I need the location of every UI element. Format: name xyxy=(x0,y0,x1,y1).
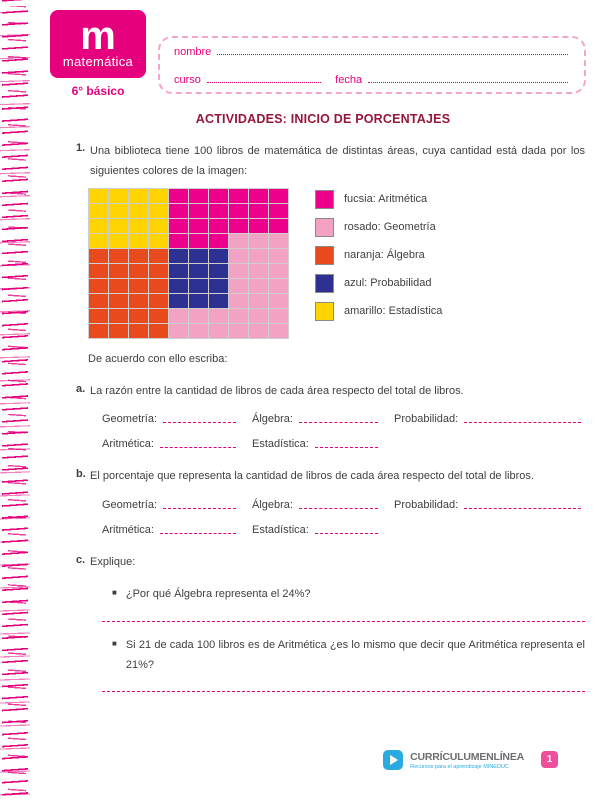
grid-cell xyxy=(169,309,188,323)
field-b-algebra xyxy=(252,499,394,511)
grid-cell xyxy=(209,189,228,203)
field-b-probabilidad xyxy=(394,499,585,511)
part-b-text: El porcentaje que representa la cantidad de libros de cada área respecto del total de libros. xyxy=(90,470,534,483)
blank-a-estadistica[interactable] xyxy=(315,438,378,448)
grid-cell xyxy=(209,264,228,278)
grid-cell xyxy=(169,264,188,278)
grid-cell xyxy=(89,309,108,323)
footer-brand-text xyxy=(410,751,524,770)
grid-cell xyxy=(89,249,108,263)
part-a-text: La razón entre la cantidad de libros de cada área respecto del total de libros. xyxy=(90,384,464,397)
grid-cell xyxy=(249,264,268,278)
grid-cell xyxy=(209,324,228,338)
legend-swatch-naranja xyxy=(315,246,334,265)
field-b-aritmetica xyxy=(102,524,252,536)
grid-cell xyxy=(229,309,248,323)
grid-cell xyxy=(149,279,168,293)
logo-m-letter: m xyxy=(80,14,116,58)
field-label: Probabilidad: xyxy=(394,498,459,511)
fecha-label: fecha xyxy=(335,74,363,86)
grid-cell xyxy=(229,294,248,308)
grid-cell xyxy=(189,294,208,308)
grid-cell xyxy=(149,324,168,338)
grid-cell xyxy=(189,324,208,338)
bullet-question-1-text: ¿Por qué Álgebra representa el 24%? xyxy=(125,588,311,601)
grid-cell xyxy=(89,204,108,218)
grid-cell xyxy=(169,294,188,308)
legend xyxy=(315,190,442,321)
part-b xyxy=(76,468,585,486)
grid-cell xyxy=(89,234,108,248)
field-a-probabilidad xyxy=(394,413,585,425)
curriculum-en-linea-logo xyxy=(383,750,524,770)
field-label: Probabilidad: xyxy=(394,413,459,426)
grid-cell xyxy=(269,249,288,263)
grid-cell xyxy=(249,279,268,293)
fecha-blank[interactable] xyxy=(368,73,568,83)
books-figure xyxy=(88,188,585,339)
grid-cell xyxy=(169,234,188,248)
grid-cell xyxy=(129,234,148,248)
grid-cell xyxy=(129,309,148,323)
curso-blank[interactable] xyxy=(207,73,321,83)
grid-cell xyxy=(89,264,108,278)
legend-label-algebra: naranja: Álgebra xyxy=(344,249,425,262)
play-triangle xyxy=(390,755,398,765)
grid-cell xyxy=(249,294,268,308)
legend-label-estadistica: amarillo: Estadística xyxy=(344,305,443,318)
legend-item-aritmetica xyxy=(315,190,442,209)
grid-cell xyxy=(269,219,288,233)
nombre-row xyxy=(174,45,570,58)
footer-tagline: Recursos para el aprendizaje MINEDUC xyxy=(410,763,509,770)
grid-cell xyxy=(249,189,268,203)
blank-a-aritmetica[interactable] xyxy=(160,438,236,448)
curso-label: curso xyxy=(174,74,201,86)
part-a-fields-row-2 xyxy=(102,438,585,450)
grid-cell xyxy=(169,219,188,233)
bullet-icon: ■ xyxy=(112,588,117,598)
grid-cell xyxy=(109,204,128,218)
legend-label-geometria: rosado: Geometría xyxy=(344,221,436,234)
curso-fecha-row xyxy=(174,73,570,86)
nombre-blank[interactable] xyxy=(217,45,568,55)
grid-cell xyxy=(129,204,148,218)
field-a-geometria xyxy=(102,413,252,425)
footer-brand: CURRÍCULUMENLÍNEA xyxy=(410,750,524,763)
legend-swatch-rosado xyxy=(315,218,334,237)
grid-cell xyxy=(129,264,148,278)
nombre-label: nombre xyxy=(174,46,212,58)
worksheet-title: ACTIVIDADES: INICIO DE PORCENTAJES xyxy=(195,112,451,126)
percent-grid xyxy=(88,188,289,339)
grid-cell xyxy=(249,249,268,263)
grid-cell xyxy=(109,249,128,263)
grid-cell xyxy=(209,249,228,263)
grid-cell xyxy=(89,189,108,203)
subject-logo xyxy=(50,10,146,78)
answer-line-2[interactable] xyxy=(102,690,585,692)
legend-item-algebra xyxy=(315,246,442,265)
field-label: Álgebra: xyxy=(252,413,293,426)
grid-cell xyxy=(189,219,208,233)
grid-cell xyxy=(109,264,128,278)
legend-swatch-amarillo xyxy=(315,302,334,321)
grid-cell xyxy=(249,234,268,248)
blank-a-probabilidad[interactable] xyxy=(464,413,581,423)
legend-swatch-fucsia xyxy=(315,190,334,209)
part-c-letter: c. xyxy=(76,553,86,566)
play-arrow-icon xyxy=(383,750,403,770)
legend-item-estadistica xyxy=(315,302,442,321)
exercise-statement: Una biblioteca tiene 100 libros de matemática de distintas áreas, cuya cantidad está dada por los siguientes colores de la imagen: xyxy=(90,145,585,177)
part-a-fields-row-1 xyxy=(102,413,585,425)
content xyxy=(76,142,585,692)
grid-cell xyxy=(169,324,188,338)
grid-cell xyxy=(189,249,208,263)
grid-cell xyxy=(229,204,248,218)
grid-cell xyxy=(229,234,248,248)
grid-cell xyxy=(269,294,288,308)
grid-cell xyxy=(189,189,208,203)
field-label: Geometría: xyxy=(102,498,158,511)
grid-cell xyxy=(149,309,168,323)
grid-cell xyxy=(269,264,288,278)
part-b-fields-row-1 xyxy=(102,499,585,511)
grid-cell xyxy=(229,324,248,338)
field-a-algebra xyxy=(252,413,394,425)
grid-cell xyxy=(129,219,148,233)
grid-cell xyxy=(209,309,228,323)
grid-cell xyxy=(109,324,128,338)
blank-b-geometria[interactable] xyxy=(163,499,236,509)
grid-cell xyxy=(269,279,288,293)
grid-cell xyxy=(89,219,108,233)
grid-cell xyxy=(109,189,128,203)
legend-swatch-azul xyxy=(315,274,334,293)
grid-cell xyxy=(89,294,108,308)
grid-cell xyxy=(249,204,268,218)
spiral-binding xyxy=(0,0,36,800)
grid-cell xyxy=(149,204,168,218)
grid-cell xyxy=(189,204,208,218)
grid-cell xyxy=(129,324,148,338)
bullet-question-2 xyxy=(112,635,585,676)
field-label: Aritmética: xyxy=(102,438,154,451)
grid-cell xyxy=(249,309,268,323)
field-label: Álgebra: xyxy=(252,498,293,511)
field-b-estadistica xyxy=(252,524,394,536)
grid-cell xyxy=(229,249,248,263)
grid-cell xyxy=(169,279,188,293)
grid-cell xyxy=(269,204,288,218)
field-label: Geometría: xyxy=(102,413,158,426)
field-label: Aritmética: xyxy=(102,523,154,536)
grid-cell xyxy=(149,249,168,263)
grid-cell xyxy=(209,219,228,233)
grid-cell xyxy=(129,249,148,263)
grid-cell xyxy=(149,264,168,278)
legend-label-probabilidad: azul: Probabilidad xyxy=(344,277,432,290)
grade-label: 6° básico xyxy=(71,84,125,98)
grid-cell xyxy=(129,279,148,293)
bullet-question-2-text: Si 21 de cada 100 libros es de Aritmética ¿es lo mismo que decir que Aritmética representa el 21%? xyxy=(125,638,585,672)
page-number-badge: 1 xyxy=(541,751,558,768)
field-b-geometria xyxy=(102,499,252,511)
blank-b-probabilidad[interactable] xyxy=(464,499,581,509)
bullet-icon: ■ xyxy=(112,638,117,648)
grid-cell xyxy=(149,294,168,308)
grid-cell xyxy=(209,279,228,293)
grid-cell xyxy=(169,204,188,218)
instruction: De acuerdo con ello escriba: xyxy=(88,352,228,365)
legend-item-geometria xyxy=(315,218,442,237)
part-b-fields-row-2 xyxy=(102,524,585,536)
grid-cell xyxy=(249,219,268,233)
exercise-1 xyxy=(76,142,585,182)
grid-cell xyxy=(189,264,208,278)
grid-cell xyxy=(229,219,248,233)
grid-cell xyxy=(89,324,108,338)
grid-cell xyxy=(109,309,128,323)
field-a-aritmetica xyxy=(102,438,252,450)
grid-cell xyxy=(169,249,188,263)
part-b-letter: b. xyxy=(76,468,86,481)
grid-cell xyxy=(109,219,128,233)
grid-cell xyxy=(189,279,208,293)
grid-cell xyxy=(269,324,288,338)
grid-cell xyxy=(149,219,168,233)
logo-subject-label: matemática xyxy=(62,54,134,69)
bullet-question-1 xyxy=(112,584,585,604)
grid-cell xyxy=(189,234,208,248)
grid-cell xyxy=(169,189,188,203)
student-info-box xyxy=(158,36,586,94)
field-label: Estadística: xyxy=(252,438,309,451)
grid-cell xyxy=(109,294,128,308)
grid-cell xyxy=(129,189,148,203)
part-c-text: Explique: xyxy=(90,555,136,568)
blank-b-aritmetica[interactable] xyxy=(160,524,236,534)
grid-cell xyxy=(249,324,268,338)
grid-cell xyxy=(209,294,228,308)
grid-cell xyxy=(109,234,128,248)
grid-cell xyxy=(129,294,148,308)
grid-cell xyxy=(269,189,288,203)
grid-cell xyxy=(209,204,228,218)
part-a xyxy=(76,383,585,401)
part-c xyxy=(76,554,585,572)
grid-cell xyxy=(209,234,228,248)
legend-label-aritmetica: fucsia: Aritmética xyxy=(344,193,428,206)
grid-cell xyxy=(229,264,248,278)
grid-cell xyxy=(269,234,288,248)
grid-cell xyxy=(89,279,108,293)
blank-b-algebra[interactable] xyxy=(299,499,378,509)
grid-cell xyxy=(229,189,248,203)
grid-cell xyxy=(149,234,168,248)
blank-a-geometria[interactable] xyxy=(163,413,236,423)
grid-cell xyxy=(269,309,288,323)
item-number: 1. xyxy=(76,142,86,154)
grid-cell xyxy=(149,189,168,203)
answer-line-1[interactable] xyxy=(102,620,585,622)
part-a-letter: a. xyxy=(76,382,86,395)
blank-a-algebra[interactable] xyxy=(299,413,378,423)
legend-item-probabilidad xyxy=(315,274,442,293)
field-label: Estadística: xyxy=(252,523,309,536)
blank-b-estadistica[interactable] xyxy=(315,524,378,534)
field-a-estadistica xyxy=(252,438,394,450)
grid-cell xyxy=(189,309,208,323)
grid-cell xyxy=(109,279,128,293)
grid-cell xyxy=(229,279,248,293)
